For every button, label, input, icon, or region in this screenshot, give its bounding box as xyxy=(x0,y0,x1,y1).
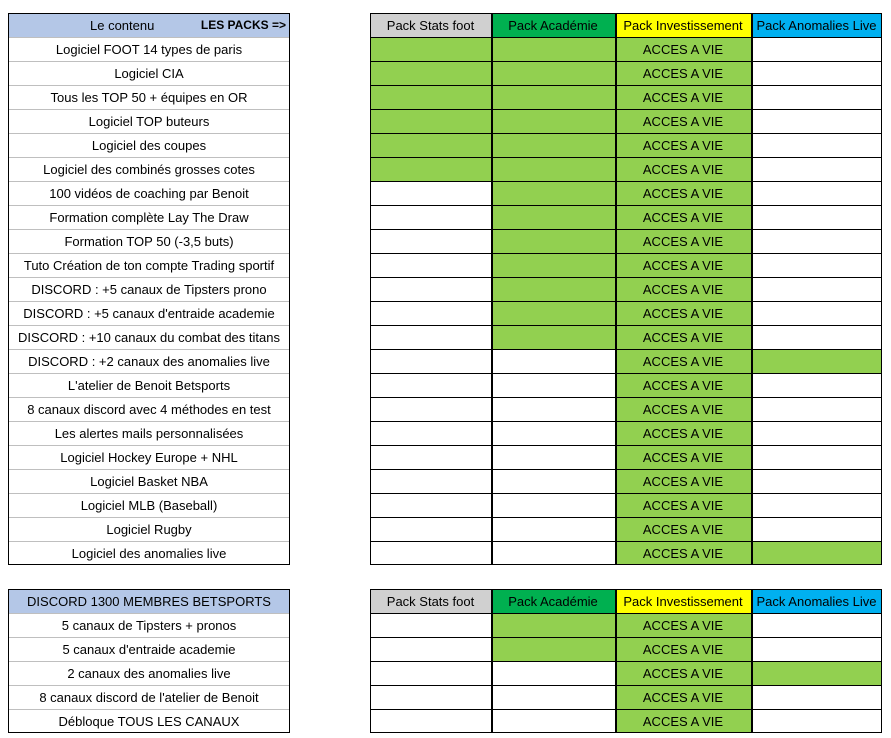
packs-table-cell: ACCES A VIE xyxy=(615,85,751,109)
packs-table-header-2: Pack Investissement xyxy=(615,13,751,37)
discord-packs-table-header-1: Pack Académie xyxy=(491,589,615,613)
content-table-row: Logiciel TOP buteurs xyxy=(88,113,210,129)
content-table-row: DISCORD : +5 canaux de Tipsters prono xyxy=(31,281,267,297)
packs-header-label: LES PACKS => xyxy=(200,18,286,32)
packs-table-cell: ACCES A VIE xyxy=(615,469,751,493)
packs-table-cell: ACCES A VIE xyxy=(615,181,751,205)
content-table-row: 8 canaux discord avec 4 méthodes en test xyxy=(27,401,271,417)
packs-table-cell: ACCES A VIE xyxy=(615,157,751,181)
discord-packs-table-cell: ACCES A VIE xyxy=(615,685,751,709)
packs-table-cell: ACCES A VIE xyxy=(615,541,751,565)
packs-table-cell: ACCES A VIE xyxy=(615,325,751,349)
packs-table-header-3: Pack Anomalies Live xyxy=(751,13,882,37)
content-table-row: DISCORD : +5 canaux d'entraide academie xyxy=(23,305,275,321)
content-table-row: Logiciel des anomalies live xyxy=(71,545,227,561)
content-table-row: 100 vidéos de coaching par Benoit xyxy=(49,185,249,201)
content-table-row: Logiciel MLB (Baseball) xyxy=(80,497,218,513)
content-table-row: Tuto Création de ton compte Trading sportif xyxy=(23,257,275,273)
content-table-row: DISCORD : +10 canaux du combat des titans xyxy=(18,329,280,345)
packs-table-cell: ACCES A VIE xyxy=(615,373,751,397)
packs-table-cell: ACCES A VIE xyxy=(615,421,751,445)
content-table-row: Logiciel CIA xyxy=(114,65,184,81)
packs-table-header-1: Pack Académie xyxy=(491,13,615,37)
packs-table-cell: ACCES A VIE xyxy=(615,133,751,157)
content-table-row: Formation complète Lay The Draw xyxy=(49,209,249,225)
content-table-border xyxy=(8,13,290,565)
packs-table-cell: ACCES A VIE xyxy=(615,277,751,301)
content-table-row: Logiciel des coupes xyxy=(91,137,207,153)
packs-table-cell: ACCES A VIE xyxy=(615,493,751,517)
content-table-row: Les alertes mails personnalisées xyxy=(54,425,244,441)
discord-packs-table-header-3: Pack Anomalies Live xyxy=(751,589,882,613)
content-table-row: L'atelier de Benoit Betsports xyxy=(67,377,231,393)
discord-table-row: 2 canaux des anomalies live xyxy=(67,665,231,681)
packs-table-cell: ACCES A VIE xyxy=(615,109,751,133)
discord-packs-table-header-2: Pack Investissement xyxy=(615,589,751,613)
packs-table-cell: ACCES A VIE xyxy=(615,37,751,61)
packs-table-border xyxy=(370,13,882,565)
discord-packs-table-cell: ACCES A VIE xyxy=(615,613,751,637)
packs-table-cell: ACCES A VIE xyxy=(615,445,751,469)
discord-table-row: Débloque TOUS LES CANAUX xyxy=(58,713,240,729)
packs-table-cell: ACCES A VIE xyxy=(615,253,751,277)
discord-table-border xyxy=(8,589,290,733)
content-table-row: Logiciel Hockey Europe + NHL xyxy=(60,449,238,465)
discord-packs-table-cell: ACCES A VIE xyxy=(615,637,751,661)
packs-table-cell: ACCES A VIE xyxy=(615,397,751,421)
packs-table-cell: ACCES A VIE xyxy=(615,61,751,85)
packs-table-cell: ACCES A VIE xyxy=(615,301,751,325)
content-table-row: Tous les TOP 50 + équipes en OR xyxy=(50,89,248,105)
content-table-row: Logiciel FOOT 14 types de paris xyxy=(55,41,243,57)
discord-packs-table-cell: ACCES A VIE xyxy=(615,709,751,733)
discord-table-row: 5 canaux d'entraide academie xyxy=(62,641,236,657)
discord-packs-table-cell: ACCES A VIE xyxy=(615,661,751,685)
discord-packs-table-border xyxy=(370,589,882,733)
packs-table-cell: ACCES A VIE xyxy=(615,517,751,541)
discord-packs-table-header-0: Pack Stats foot xyxy=(370,589,491,613)
content-header-label: Le contenu xyxy=(90,17,155,33)
discord-table-row: 5 canaux de Tipsters + pronos xyxy=(61,617,237,633)
discord-table-row: 8 canaux discord de l'atelier de Benoit xyxy=(39,689,259,705)
content-table-row: Logiciel Rugby xyxy=(106,521,192,537)
discord-table-header: DISCORD 1300 MEMBRES BETSPORTS xyxy=(8,589,290,613)
packs-table-header-0: Pack Stats foot xyxy=(370,13,491,37)
content-table-row: Formation TOP 50 (-3,5 buts) xyxy=(64,233,234,249)
packs-table-cell: ACCES A VIE xyxy=(615,349,751,373)
content-table-row: Logiciel des combinés grosses cotes xyxy=(43,161,255,177)
packs-table-cell: ACCES A VIE xyxy=(615,205,751,229)
content-table-row: DISCORD : +2 canaux des anomalies live xyxy=(28,353,270,369)
packs-table-cell: ACCES A VIE xyxy=(615,229,751,253)
content-table-row: Logiciel Basket NBA xyxy=(90,473,208,489)
